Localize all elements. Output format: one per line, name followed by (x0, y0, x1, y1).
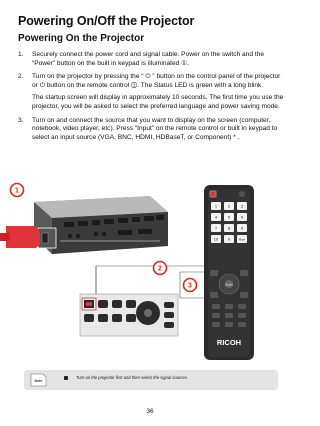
svg-text:3: 3 (188, 282, 192, 290)
note-icon (28, 372, 48, 388)
remote-key-label: 1 (214, 203, 218, 209)
note-text: Turn on the projector first and then select the signal sources. (76, 375, 189, 380)
svg-text:2: 2 (158, 265, 162, 273)
keypad-illustration (80, 294, 178, 336)
step-number: 1. (18, 51, 24, 58)
step-text: Securely connect the power cord and signal cable. Power on the switch and the “Power” button on the built in keypad is illuminated ①. (32, 51, 265, 67)
remote-key-label: 8 (227, 225, 231, 231)
callout-2 (154, 262, 167, 275)
remote-key-label: Mute (238, 237, 246, 242)
step-extra-text: The startup screen will display in approximately 10 seconds. The first time you use the projector, you will be asked to select the preferred language and power saving mode. (32, 94, 284, 110)
page-title: Powering On/Off the Projector (18, 14, 195, 28)
step-number: 3. (18, 116, 24, 124)
remote-key-label: 9 (240, 225, 244, 231)
remote-key-label: 3 (240, 203, 244, 209)
remote-brand-logo: RICOH (216, 338, 242, 347)
svg-text:1: 1 (15, 187, 19, 195)
remote-key-label: 2 (227, 203, 231, 209)
callout-1 (11, 184, 24, 197)
svg-text:Note: Note (34, 379, 43, 383)
page-number: 36 (146, 408, 154, 415)
step-text: Turn on and connect the source that you want to display on the screen (computer, notebook, video player, etc). Press “Input” on the remote control or built in keypad to select an input source (VGA, BNC, HDMI, HDBaseT, or Component) * . (32, 116, 278, 141)
note-bullet (64, 376, 68, 380)
step-text: Turn on the projector by pressing the “ ⏻ ” button on the control panel of the projector or ⏻ button on the remote control ②. The Status LED is green with a long blink. (32, 73, 281, 89)
remote-key-label: 5 (227, 214, 231, 220)
remote-key-label: 10 (213, 236, 219, 242)
step-number: 2. (18, 73, 24, 81)
callout-3 (184, 279, 197, 292)
note-box (24, 370, 278, 390)
remote-key-label: 0 (227, 236, 231, 242)
remote-key-label: 6 (240, 214, 244, 220)
remote-key-label: 4 (214, 214, 218, 220)
remote-key-label: 7 (214, 225, 218, 231)
remote-control-illustration (204, 185, 254, 360)
projector-illustration (0, 196, 168, 254)
remote-ok-label: Enter (225, 283, 233, 287)
section-subtitle: Powering On the Projector (18, 33, 145, 44)
